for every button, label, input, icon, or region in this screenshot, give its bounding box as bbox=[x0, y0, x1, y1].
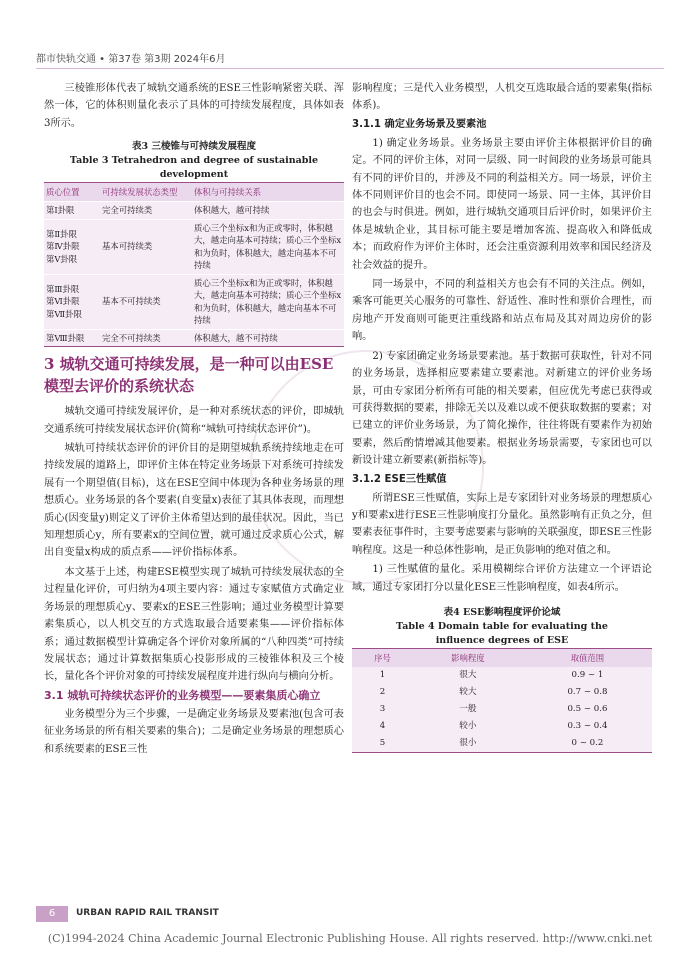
table3-header: 可持续发展状态类型 bbox=[100, 183, 192, 202]
table-cell: 5 bbox=[379, 737, 386, 748]
paragraph: 同一场景中，不同的利益相关方也会有不同的关注点。例如，乘客可能更关心服务的可靠性、舒适性、准时性和票价合理性，而房地产开发商则可能更注重线路和站点布局及其对周边房价的影响。 bbox=[352, 279, 652, 343]
right-column bbox=[352, 80, 652, 753]
table-row bbox=[352, 735, 652, 753]
table-cell: 很小 bbox=[459, 737, 477, 748]
table-row bbox=[352, 701, 652, 718]
table-cell: 4 bbox=[379, 720, 386, 731]
subsubsection-heading: 3.1.1 确定业务场景及要素池 bbox=[352, 118, 487, 130]
table-row bbox=[44, 202, 344, 220]
table4-header: 序号 bbox=[352, 648, 413, 667]
table-cell: 第Ⅲ卦限 第Ⅵ卦限 第Ⅶ卦限 bbox=[44, 274, 100, 329]
table-cell: 完全不可持续类 bbox=[100, 329, 192, 347]
table3-header: 质心位置 bbox=[44, 183, 100, 202]
table3 bbox=[44, 182, 344, 347]
table-cell: 体积越大，越可持续 bbox=[192, 202, 344, 220]
table-cell: 质心三个坐标x和为正或零时，体积越大，越走向基本可持续；质心三个坐标x和为负时，体积越大，越走向基本不可持续 bbox=[192, 274, 344, 329]
paragraph: 所谓ESE三性赋值，实际上是专家团针对业务场景的理想质心y和要素x进行ESE三性影响度打分量化。虽然影响有正负之分，但要素表征事件时，主要考虑要素与影响的关联强度，即ESE三性影响程度。这是一种总体性影响，是正负影响的绝对值之和。 bbox=[352, 492, 652, 556]
table-cell: 2 bbox=[379, 686, 386, 697]
table-cell: 0 ~ 0.2 bbox=[571, 737, 604, 748]
running-header: 都市快轨交通 • 第37卷 第3期 2024年6月 bbox=[36, 54, 226, 65]
table3-title-en: Table 3 Tetrahedron and degree of sustainable development bbox=[69, 155, 319, 181]
table3-header: 体积与可持续关系 bbox=[192, 183, 344, 202]
table-row bbox=[44, 219, 344, 274]
table4-header: 取值范围 bbox=[523, 648, 652, 667]
table-row bbox=[352, 684, 652, 701]
table-row bbox=[44, 329, 344, 347]
table-cell: 0.7 ~ 0.8 bbox=[567, 686, 608, 697]
table4-title-en: Table 4 Domain table for evaluating the influence degrees of ESE bbox=[396, 620, 608, 646]
table-row bbox=[44, 274, 344, 329]
table-cell: 较小 bbox=[459, 720, 477, 731]
paragraph: 城轨可持续状态评价的评价目的是期望城轨系统持续地走在可持续发展的道路上，即评价主体在特定业务场景下对系统可持续发展有一个期望值(目标)，这在ESE空间中体现为各种业务场景的理想质心。业务场景的各个要素(自变量x)表征了其具体表现，而理想质心(因变量y)则定义了评价主体希望达到的最佳状况。因此，当已知理想质心y，所有要素x的空间位置，就可通过反求质心公式，解出自变量x构成的质点系——评价指标体系。 bbox=[44, 443, 344, 559]
paragraph: 2) 专家团确定业务场景要素池。基于数据可获取性，针对不同的业务场景，选择相应要素建立要素池。对新建立的评价业务场景，可由专家团分析所有可能的相关要素，但应优先考虑已获得或可获得数据的要素，排除无关以及难以或不便获取数据的要素；对已建立的评价业务场景，为了简化操作，往往将既有要素作为初始要素，然后酌情增减其他要素。根据业务场景需要，专家团也可以新设计建立新要素(新指标等)。 bbox=[352, 350, 652, 467]
paragraph: 1) 确定业务场景。业务场景主要由评价主体根据评价目的确定。不同的评价主体，对同一层级、同一时间段的业务场景可能具有不同的评价目的，并涉及不同的利益相关方。同一场景，评价主体不同则评价目的也会不同。即使同一场景、同一主体，其评价目的也会与时俱进。例如，进行城轨交通项目后评价时，如果评价主体是城轨企业，其目标可能主要是增加客流、提高收入和降低成本；而政府作为评价主体时，还会注重资源利用效率和国民经济及社会效益的提升。 bbox=[352, 137, 652, 271]
table-row bbox=[352, 718, 652, 735]
table-cell: 很大 bbox=[459, 669, 477, 680]
table4-title-cn: 表4 ESE影响程度评价论域 bbox=[443, 606, 561, 618]
table-cell: 第Ⅱ卦限 第Ⅳ卦限 第Ⅴ卦限 bbox=[44, 219, 100, 274]
paragraph: 影响程度；三是代入业务模型，人机交互选取最合适的要素集(指标体系)。 bbox=[352, 83, 652, 112]
table-cell: 一般 bbox=[459, 703, 477, 714]
copyright-line: (C)1994-2024 China Academic Journal Electronic Publishing House. All rights reserved. http://www.cnki.net bbox=[47, 932, 653, 945]
left-column bbox=[44, 80, 344, 760]
table-cell: 第Ⅷ卦限 bbox=[44, 329, 100, 347]
table4 bbox=[352, 648, 652, 753]
table-cell: 体积越大，越不可持续 bbox=[192, 329, 344, 347]
paragraph: 本文基于上述，构建ESE模型实现了城轨可持续发展状态的全过程量化评价，可归纳为4项主要内容：通过专家赋值方式确定业务场景的理想质心y、要素x的ESE三性影响；通过业务模型计算要素集质心，以人机交互的方式选取最合适要素集——评价指标体系；通过数据模型计算确定各个评价对象所属的“八种四类”可持续发展状态；通过计算数据集质心投影形成的三棱锥体积及三个棱长，量化各个评价对象的可持续发展程度并进行纵向与横向分析。 bbox=[44, 566, 344, 683]
table3-title-cn: 表3 三棱锥与可持续发展程度 bbox=[132, 141, 256, 153]
subsection-heading: 3.1 城轨可持续状态评价的业务模型——要素集质心确立 bbox=[44, 688, 321, 702]
page-number: 6 bbox=[36, 906, 68, 922]
table4-header: 影响程度 bbox=[413, 648, 523, 667]
subsubsection-heading: 3.1.2 ESE三性赋值 bbox=[352, 473, 447, 485]
table-cell: 质心三个坐标x和为正或零时，体积越大，越走向基本可持续；质心三个坐标x和为负时，体积越大，越走向基本不可持续 bbox=[192, 219, 344, 274]
table-cell: 1 bbox=[379, 669, 386, 680]
paragraph: 三棱锥形体代表了城轨交通系统的ESE三性影响紧密关联、浑然一体，它的体积则量化表示了具体的可持续发展程度，具体如表3所示。 bbox=[44, 83, 344, 129]
paragraph: 城轨交通可持续发展评价，是一种对系统状态的评价，即城轨交通系统可持续发展状态评价(简称“城轨可持续状态评价”)。 bbox=[44, 406, 344, 435]
paragraph: 1) 三性赋值的量化。采用模糊综合评价方法建立一个评语论域，通过专家团打分以量化ESE三性影响程度，如表4所示。 bbox=[352, 564, 652, 593]
table-cell: 较大 bbox=[459, 686, 477, 697]
paragraph: 业务模型分为三个步骤，一是确定业务场景及要素池(包含可表征业务场景的所有相关要素的集合)；二是确定业务场景的理想质心和系统要素的ESE三性 bbox=[44, 708, 344, 755]
table-cell: 0.9 ~ 1 bbox=[571, 669, 604, 680]
table-cell: 第Ⅰ卦限 bbox=[44, 202, 100, 220]
table-cell: 0.3 ~ 0.4 bbox=[567, 720, 608, 731]
journal-name-footer: URBAN RAPID RAIL TRANSIT bbox=[76, 908, 219, 918]
table-cell: 3 bbox=[379, 703, 386, 714]
table-cell: 基本不可持续类 bbox=[100, 274, 192, 329]
section-heading: 3 城轨交通可持续发展，是一种可以由ESE模型去评价的系统状态 bbox=[44, 355, 334, 396]
table-cell: 完全可持续类 bbox=[100, 202, 192, 220]
table-cell: 基本可持续类 bbox=[100, 219, 192, 274]
table-cell: 0.5 ~ 0.6 bbox=[567, 703, 608, 714]
header-rule bbox=[36, 68, 664, 69]
table-row bbox=[352, 667, 652, 684]
